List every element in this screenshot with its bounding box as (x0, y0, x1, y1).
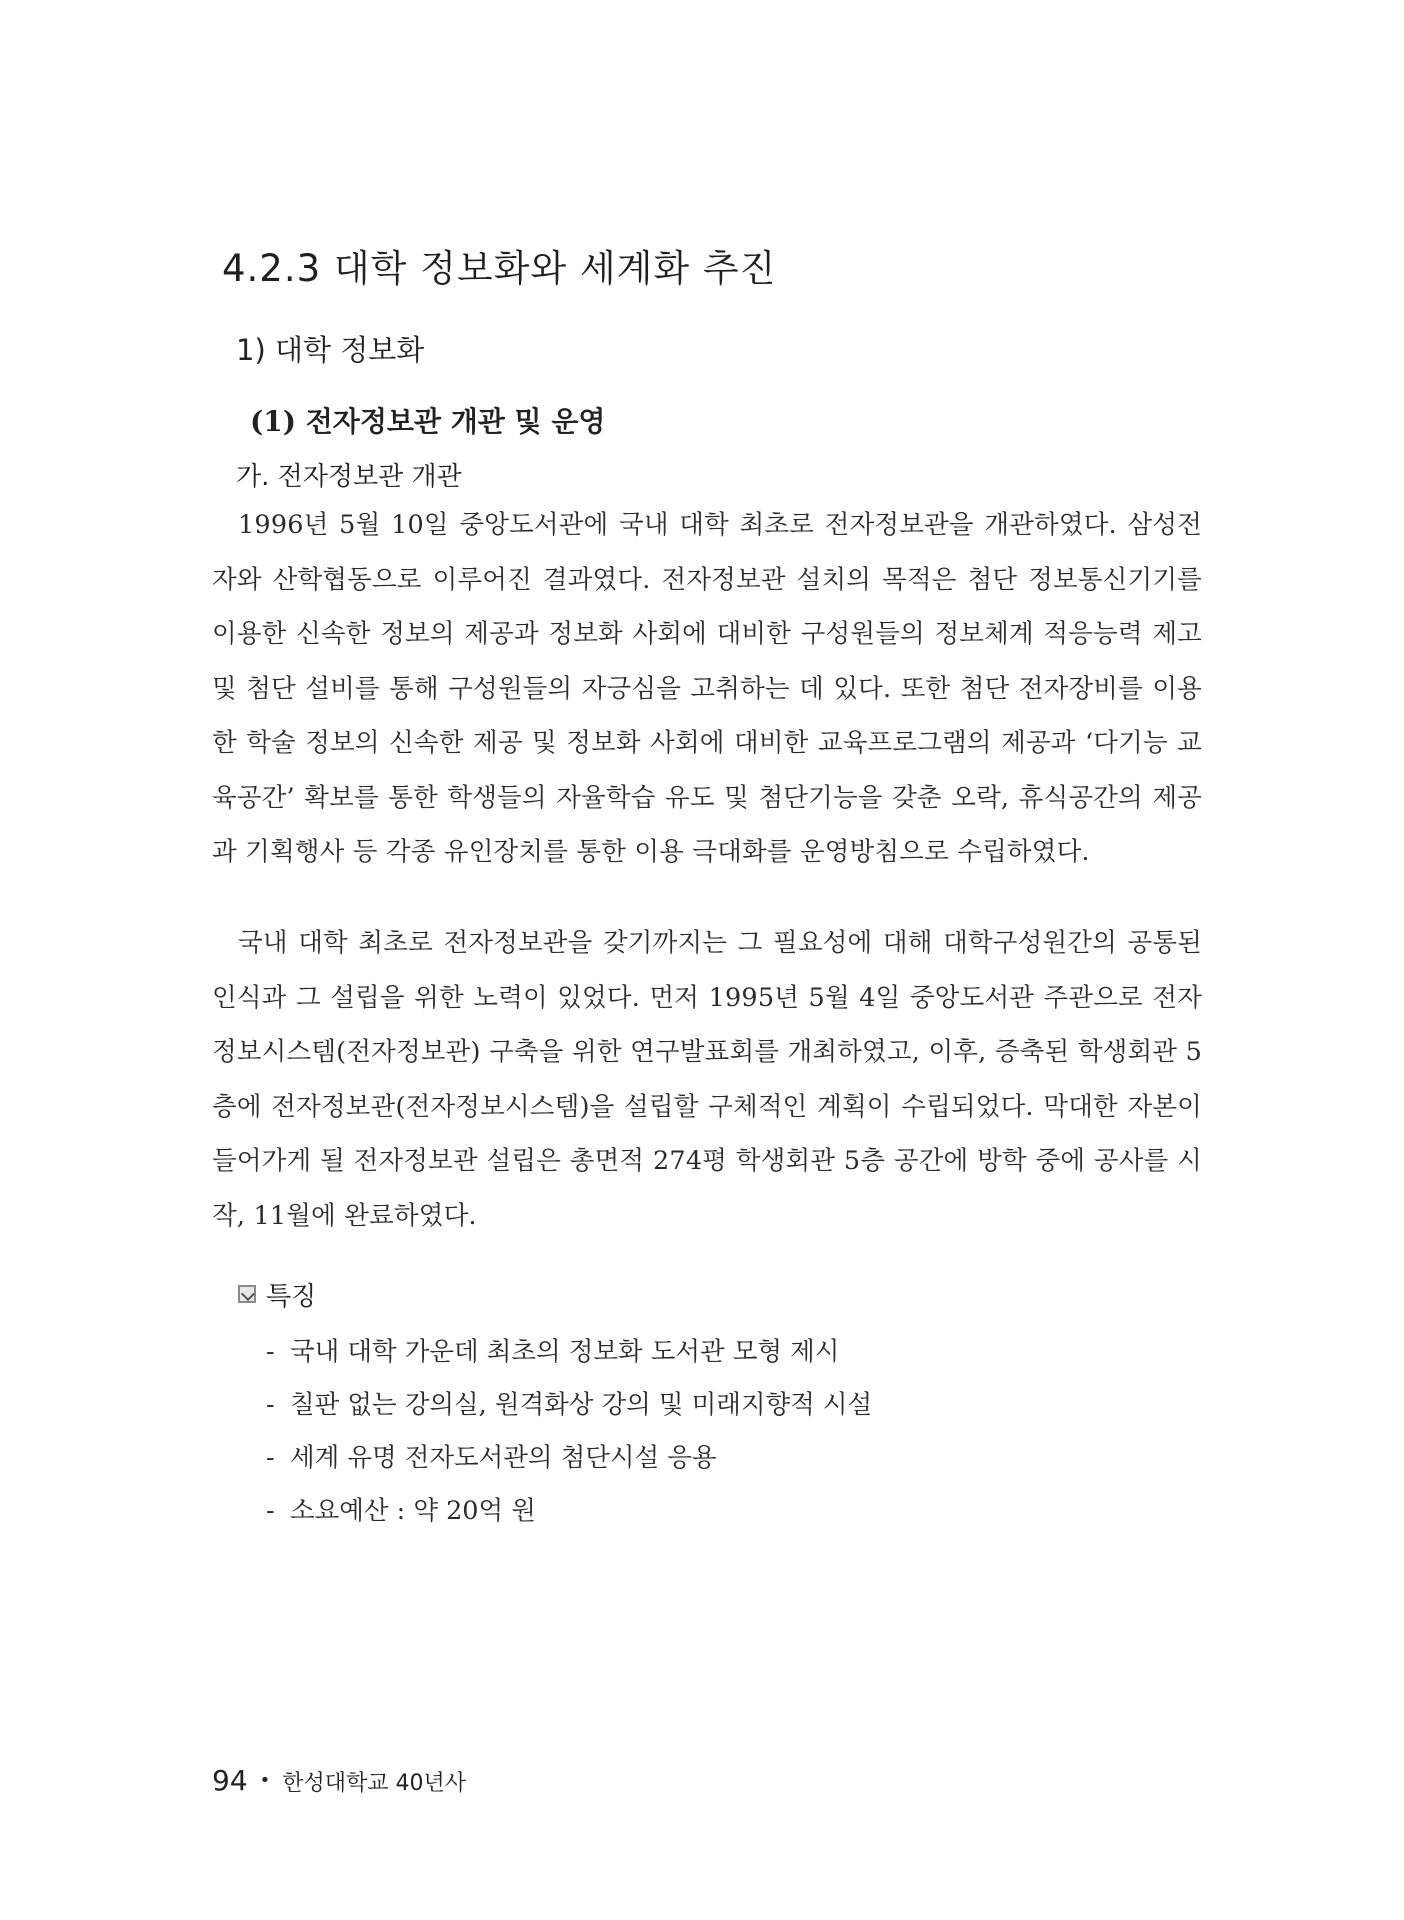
dash-marker: - (266, 1496, 275, 1526)
footer-separator: • (259, 1770, 271, 1791)
dash-marker: - (266, 1443, 275, 1473)
features-title: 특징 (266, 1281, 317, 1312)
list-item-text: 칠판 없는 강의실, 원격화상 강의 및 미래지향적 시설 (290, 1390, 873, 1420)
list-item-text: 소요예산 : 약 20억 원 (290, 1496, 536, 1526)
page-number: 94 (212, 1764, 248, 1797)
body-paragraph-1: 1996년 5월 10일 중앙도서관에 국내 대학 최초로 전자정보관을 개관하였다. 삼성전자와 산학협동으로 이루어진 결과였다. 전자정보관 설치의 목적은 첨단 정보통신기기를 이용한 신속한 정보의 제공과 정보화 사회에 대비한 구성원들의 정보체계 적응능력 제고 및 첨단 설비를 통해 구성원들의 자긍심을 고취하는 데 있다. 또한 첨단 전자장비를 이용한 학술 정보의 신속한 제공 및 정보화 사회에 대비한 교육프로그램의 제공과 ‘다기능 교육공간’ 확보를 통한 학생들의 자율학습 유도 및 첨단기능을 갖춘 오락, 휴식공간의 제공과 기획행사 등 각종 유인장치를 통한 이용 극대화를 운영방침으로 수립하였다. (212, 510, 1202, 867)
list-item (266, 1326, 1138, 1379)
list-item-text: 국내 대학 가운데 최초의 정보화 도서관 모형 제시 (290, 1337, 840, 1367)
sub-heading: 1) 대학 정보화 (236, 333, 425, 367)
item-heading: 가. 전자정보관 개관 (236, 462, 462, 492)
features-list (238, 1326, 1138, 1538)
features-title-row (238, 1274, 1138, 1314)
page-footer (212, 1764, 466, 1797)
section-heading: 4.2.3 대학 정보화와 세계화 추진 (222, 247, 777, 290)
list-item-text: 세계 유명 전자도서관의 첨단시설 응용 (290, 1443, 717, 1473)
list-item (266, 1485, 1138, 1538)
subsub-heading: (1) 전자정보관 개관 및 운영 (250, 405, 606, 438)
checkbox-icon (238, 1285, 256, 1303)
list-item (266, 1432, 1138, 1485)
features-block (238, 1274, 1138, 1538)
list-item (266, 1379, 1138, 1432)
dash-marker: - (266, 1390, 275, 1420)
book-title: 한성대학교 40년사 (282, 1771, 467, 1796)
body-paragraph-2: 국내 대학 최초로 전자정보관을 갖기까지는 그 필요성에 대해 대학구성원간의 공통된 인식과 그 설립을 위한 노력이 있었다. 먼저 1995년 5월 4일 중앙도서관 주관으로 전자정보시스템(전자정보관) 구축을 위한 연구발표회를 개최하였고, 이후, 증축된 학생회관 5층에 전자정보관(전자정보시스템)을 설립할 구체적인 계획이 수립되었다. 막대한 자본이 들어가게 될 전자정보관 설립은 총면적 274평 학생회관 5층 공간에 방학 중에 공사를 시작, 11월에 완료하였다. (212, 928, 1202, 1231)
dash-marker: - (266, 1337, 275, 1367)
